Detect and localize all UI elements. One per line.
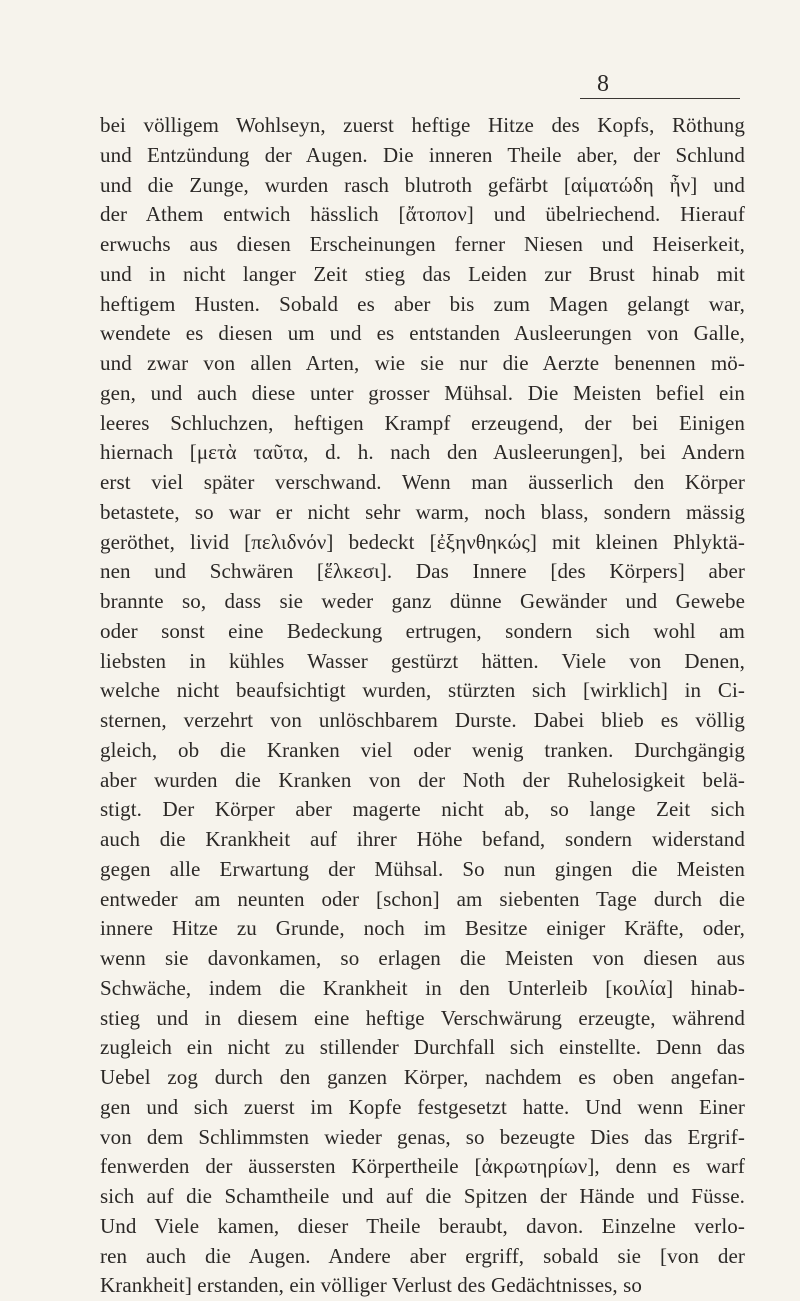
- text-line: aber wurden die Kranken von der Noth der Ruhelosigkeit belä-: [100, 767, 745, 792]
- text-line: stieg und in diesem eine heftige Verschwärung erzeugte, während: [100, 1005, 745, 1030]
- text-line: auch die Krankheit auf ihrer Höhe befand, sondern widerstand: [100, 827, 745, 851]
- text-line: fenwerden der äussersten Körpertheile [ἀκρωτηρίων], denn es warf: [100, 1154, 745, 1179]
- text-line: innere Hitze zu Grunde, noch im Besitze einiger Kräfte, oder,: [100, 916, 745, 941]
- text-line: und zwar von allen Arten, wie sie nur die Aerzte benennen mö-: [100, 351, 745, 375]
- text-line: geröthet, livid [πελιδνόν] bedeckt [ἐξηνθηκώς] mit kleinen Phlyktä-: [100, 529, 745, 554]
- text-line: der Athem entwich hässlich [ἄτοπον] und übelriechend. Hierauf: [100, 202, 745, 227]
- body-text: [100, 111, 745, 1301]
- text-line: Und Viele kamen, dieser Theile beraubt, davon. Einzelne verlo-: [100, 1213, 745, 1238]
- text-line: zugleich ein nicht zu stillender Durchfall sich einstellte. Denn das: [100, 1035, 745, 1060]
- text-line: entweder am neunten oder [schon] am siebenten Tage durch die: [100, 886, 745, 911]
- text-line: erwuchs aus diesen Erscheinungen ferner Niesen und Heiserkeit,: [100, 232, 745, 256]
- text-line: welche nicht beaufsichtigt wurden, stürzten sich [wirklich] in Ci-: [100, 678, 745, 703]
- text-line: und Entzündung der Augen. Die inneren Theile aber, der Schlund: [100, 142, 745, 167]
- text-line: betastete, so war er nicht sehr warm, noch blass, sondern mässig: [100, 499, 745, 524]
- text-line: und in nicht langer Zeit stieg das Leiden zur Brust hinab mit: [100, 261, 745, 286]
- text-line: von dem Schlimmsten wieder genas, so bezeugte Dies das Ergrif-: [100, 1124, 745, 1149]
- text-line: Uebel zog durch den ganzen Körper, nachdem es oben angefan-: [100, 1065, 745, 1089]
- text-line: und die Zunge, wurden rasch blutroth gefärbt [αἱματώδη ἦν] und: [100, 172, 745, 197]
- text-line: erst viel später verschwand. Wenn man äusserlich den Körper: [100, 470, 745, 494]
- text-line: sternen, verzehrt von unlöschbarem Durste. Dabei blieb es völlig: [100, 708, 745, 732]
- text-line: gen und sich zuerst im Kopfe festgesetzt hatte. Und wenn Einer: [100, 1094, 745, 1119]
- text-line: wenn sie davonkamen, so erlagen die Meisten von diesen aus: [100, 946, 745, 970]
- page-number: 8: [597, 71, 609, 97]
- text-line: ren auch die Augen. Andere aber ergriff, sobald sie [von der: [100, 1243, 745, 1268]
- text-line: stigt. Der Körper aber magerte nicht ab, so lange Zeit sich: [100, 797, 745, 822]
- text-line: liebsten in kühles Wasser gestürzt hätten. Viele von Denen,: [100, 648, 745, 673]
- text-line: brannte so, dass sie weder ganz dünne Gewänder und Gewebe: [100, 589, 745, 613]
- text-line: gen, und auch diese unter grosser Mühsal. Die Meisten befiel ein: [100, 380, 745, 405]
- text-line: gleich, ob die Kranken viel oder wenig tranken. Durchgängig: [100, 737, 745, 762]
- text-line: sich auf die Schamtheile und auf die Spitzen der Hände und Füsse.: [100, 1184, 745, 1208]
- text-line: nen und Schwären [ἕλκεσι]. Das Innere [des Körpers] aber: [100, 559, 745, 584]
- header-rule: [580, 98, 740, 99]
- text-line: Schwäche, indem die Krankheit in den Unterleib [κοιλία] hinab-: [100, 975, 745, 1000]
- text-line: hiernach [μετὰ ταῦτα, d. h. nach den Ausleerungen], bei Andern: [100, 440, 745, 465]
- text-line: Krankheit] erstanden, ein völliger Verlust des Gedächtnisses, so: [100, 1273, 642, 1298]
- text-line: gegen alle Erwartung der Mühsal. So nun gingen die Meisten: [100, 856, 745, 881]
- text-line: bei völligem Wohlseyn, zuerst heftige Hitze des Kopfs, Röthung: [100, 113, 745, 137]
- text-line: leeres Schluchzen, heftigen Krampf erzeugend, der bei Einigen: [100, 410, 745, 435]
- text-line: heftigem Husten. Sobald es aber bis zum Magen gelangt war,: [100, 291, 745, 316]
- text-line: oder sonst eine Bedeckung ertrugen, sondern sich wohl am: [100, 618, 745, 643]
- text-line: wendete es diesen um und es entstanden Ausleerungen von Galle,: [100, 321, 745, 346]
